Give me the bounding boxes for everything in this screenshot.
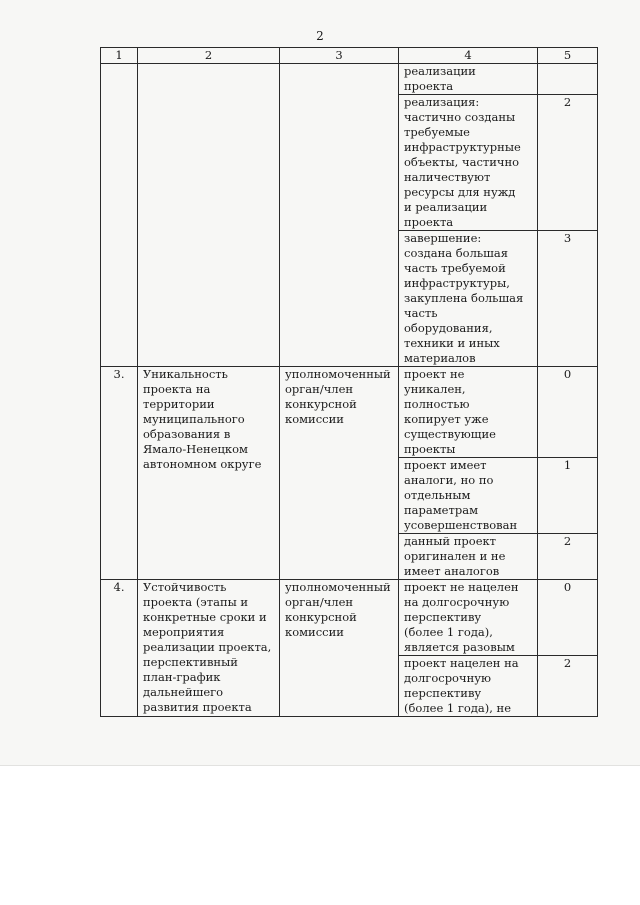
column-header: 4 [399,48,538,64]
cell-text-line: завершение: [404,231,482,245]
cell-text-line: орган/член [285,382,354,396]
column-header: 1 [101,48,138,64]
cell-text-line: конкурсной [285,610,357,624]
cell-text-line: закуплена большая [404,291,524,305]
cell-text-line: Ямало-Ненецком [143,442,248,456]
cell-text-line: инфраструктурные [404,140,521,154]
cell-text-line: параметрам [404,503,479,517]
column-header: 2 [138,48,280,64]
row-number-cell: 3. [101,367,138,580]
cell-text-line: мероприятия [143,625,225,639]
cell-text-line: муниципального [143,412,245,426]
cell-text-line: материалов [404,351,476,365]
cell-text-line: на долгосрочную [404,595,510,609]
cell-text-line: объекты, частично [404,155,520,169]
cell-text-line: имеет аналогов [404,564,500,578]
cell-text-line: (более 1 года), [404,625,493,639]
row-number-cell: 4. [101,580,138,717]
cell-text-line: уникален, [404,382,466,396]
cell-text-line: проекта (этапы и [143,595,249,609]
cell-text-line: проект имеет [404,458,487,472]
cell-text-line: усовершенствован [404,518,518,532]
table-header-row [101,48,598,64]
cell-text-line: отдельным [404,488,471,502]
cell-text-line: часть требуемой [404,261,506,275]
cell-text-line: образования в [143,427,231,441]
cell-text-line: развития проекта [143,700,252,714]
option-cell [399,231,538,367]
cell-text-line: Устойчивость [143,580,227,594]
cell-text-line: реализации проекта, [143,640,272,654]
option-cell [399,95,538,231]
cell-text-line: проект не нацелен [404,580,519,594]
cell-text-line: Уникальность [143,367,228,381]
cell-text-line: проекта на [143,382,211,396]
cell-text-line: данный проект [404,534,497,548]
cell-text-line: территории [143,397,215,411]
score-cell: 0 [538,580,598,656]
option-cell [399,64,538,95]
table-row [101,367,598,458]
cell-text-line: ресурсы для нужд [404,185,516,199]
assessor-cell [280,64,399,367]
option-cell [399,656,538,717]
score-cell: 2 [538,656,598,717]
cell-text-line: реализации [404,64,476,78]
sheet-edge [0,765,640,766]
cell-text-line: проекта [404,79,454,93]
cell-text-line: долгосрочную [404,671,492,685]
column-header: 5 [538,48,598,64]
cell-text-line: проект не [404,367,465,381]
page-number: 2 [316,29,324,43]
score-cell: 3 [538,231,598,367]
criterion-cell [138,580,280,717]
cell-text-line: план-график [143,670,221,684]
table-row [101,64,598,95]
cell-text-line: орган/член [285,595,354,609]
cell-text-line: уполномоченный [285,580,391,594]
cell-text-line: является разовым [404,640,515,654]
score-cell [538,64,598,95]
cell-text-line: реализация: [404,95,480,109]
cell-text-line: частично созданы [404,110,516,124]
option-cell [399,367,538,458]
cell-text-line: перспективу [404,686,482,700]
assessor-cell [280,580,399,717]
cell-text-line: техники и иных [404,336,500,350]
cell-text-line: автономном округе [143,457,262,471]
cell-text-line: проекты [404,442,456,456]
cell-text-line: оригинален и не [404,549,506,563]
option-cell [399,534,538,580]
cell-text-line: требуемые [404,125,470,139]
score-cell: 2 [538,95,598,231]
cell-text-line: и реализации [404,200,488,214]
score-cell: 1 [538,458,598,534]
cell-text-line: копирует уже [404,412,489,426]
assessor-cell [280,367,399,580]
cell-text-line: часть [404,306,438,320]
score-cell: 0 [538,367,598,458]
criterion-cell [138,367,280,580]
cell-text-line: комиссии [285,412,344,426]
cell-text-line: полностью [404,397,470,411]
cell-text-line: уполномоченный [285,367,391,381]
cell-text-line: перспективу [404,610,482,624]
option-cell [399,580,538,656]
column-header: 3 [280,48,399,64]
cell-text-line: проекта [404,215,454,229]
cell-text-line: аналоги, но по [404,473,494,487]
cell-text-line: конкретные сроки и [143,610,267,624]
cell-text-line: конкурсной [285,397,357,411]
cell-text-line: проект нацелен на [404,656,519,670]
table-row [101,580,598,656]
row-number-cell [101,64,138,367]
cell-text-line: оборудования, [404,321,493,335]
cell-text-line: (более 1 года), не [404,701,512,715]
criteria-table [100,47,598,717]
cell-text-line: наличествуют [404,170,491,184]
cell-text-line: комиссии [285,625,344,639]
cell-text-line: дальнейшего [143,685,224,699]
criterion-cell [138,64,280,367]
cell-text-line: существующие [404,427,496,441]
cell-text-line: перспективный [143,655,238,669]
score-cell: 2 [538,534,598,580]
cell-text-line: создана большая [404,246,508,260]
cell-text-line: инфраструктуры, [404,276,510,290]
option-cell [399,458,538,534]
